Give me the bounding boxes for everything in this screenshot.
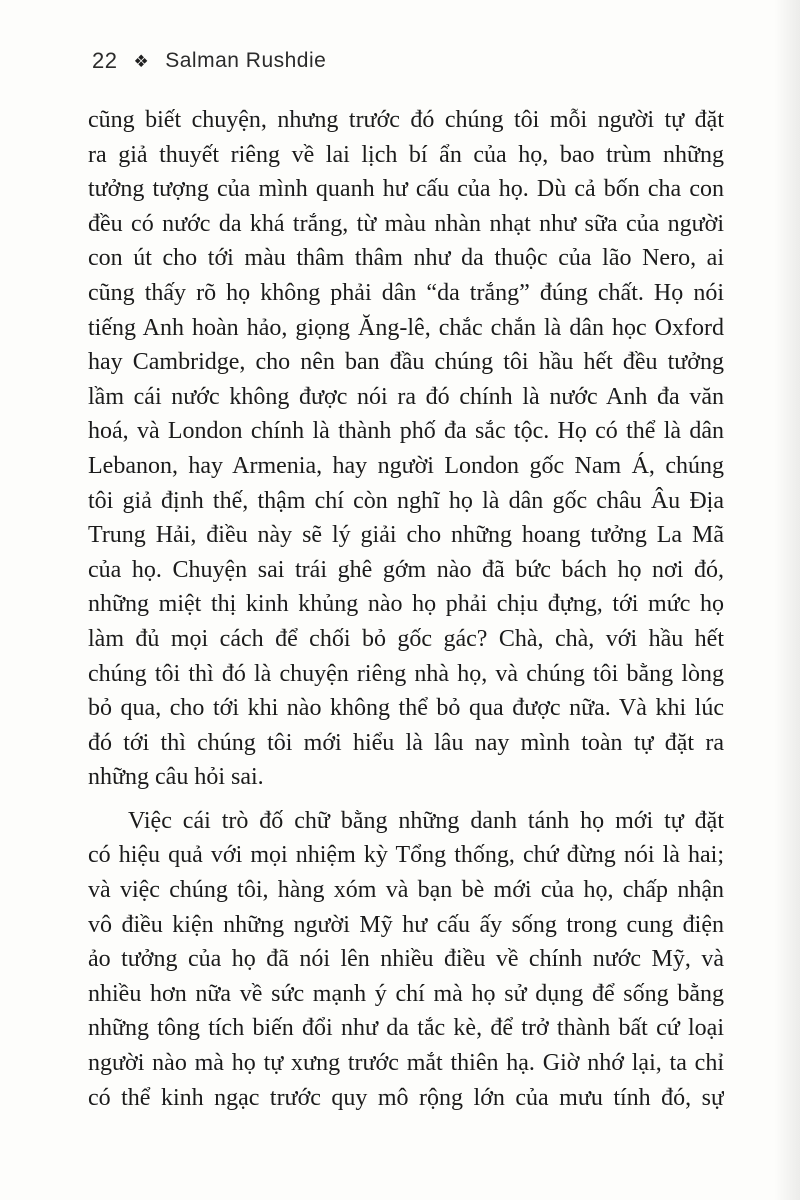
text-line: ảo tưởng của họ đã nói lên nhiều điều về chính nước Mỹ, và	[88, 946, 724, 973]
page-number: 22	[92, 48, 118, 73]
text-line: bỏ qua, cho tới khi nào không thể bỏ qua được nữa. Và khi lúc	[88, 695, 724, 722]
text-line: có hiệu quả với mọi nhiệm kỳ Tổng thống, chứ đừng nói là hai;	[88, 842, 724, 869]
text-line: những miệt thị kinh khủng nào họ phải chịu đựng, tới mức họ	[88, 591, 724, 618]
text-line: hay Cambridge, cho nên ban đầu chúng tôi hầu hết đều tưởng	[88, 349, 724, 376]
text-line: tiếng Anh hoàn hảo, giọng Ăng-lê, chắc chắn là dân học Oxford	[88, 314, 724, 341]
running-header	[92, 48, 326, 74]
text-line: những tông tích biến đổi như da tắc kè, để trở thành bất cứ loại	[88, 1015, 724, 1042]
body-text	[88, 103, 724, 1115]
text-line: chúng tôi thì đó là chuyện riêng nhà họ, và chúng tôi bằng lòng	[88, 660, 724, 687]
text-line: làm đủ mọi cách để chối bỏ gốc gác? Chà, chà, với hầu hết	[88, 625, 724, 652]
text-line: những câu hỏi sai.	[88, 764, 264, 791]
text-line: đều có nước da khá trắng, từ màu nhàn nhạt như sữa của người	[88, 210, 724, 237]
text-line: lầm cái nước không được nói ra đó chính là nước Anh đa văn	[88, 383, 724, 410]
running-header-author: Salman Rushdie	[165, 49, 327, 72]
text-line: vô điều kiện những người Mỹ hư cấu ấy sống trong cung điện	[88, 911, 724, 938]
page-edge-shadow	[774, 0, 800, 1200]
text-line: con út cho tới màu thâm thâm như da thuộc của lão Nero, ai	[88, 245, 724, 272]
text-line: có thể kinh ngạc trước quy mô rộng lớn của mưu tính đó, sự	[88, 1084, 724, 1111]
text-line: cũng biết chuyện, nhưng trước đó chúng tôi mỗi người tự đặt	[88, 107, 724, 133]
text-line: Trung Hải, điều này sẽ lý giải cho những hoang tưởng La Mã	[88, 522, 724, 549]
text-line: Việc cái trò đố chữ bằng những danh tánh họ mới tự đặt	[128, 807, 724, 834]
text-line: người nào mà họ tự xưng trước mắt thiên hạ. Giờ nhớ lại, ta chỉ	[88, 1050, 724, 1077]
text-line: ra giả thuyết riêng về lai lịch bí ẩn của họ, bao trùm những	[88, 141, 724, 168]
text-line: tôi giả định thế, thậm chí còn nghĩ họ là dân gốc châu Âu Địa	[88, 487, 724, 514]
text-line: Lebanon, hay Armenia, hay người London gốc Nam Á, chúng	[88, 452, 724, 479]
text-line: cũng thấy rõ họ không phải dân “da trắng” đúng chất. Họ nói	[88, 279, 724, 306]
paragraph-2	[88, 804, 724, 1115]
text-line: nhiều hơn nữa về sức mạnh ý chí mà họ sử dụng để sống bằng	[88, 980, 724, 1007]
diamond-ornament-icon: ❖	[133, 52, 150, 71]
text-line: đó tới thì chúng tôi mới hiểu là lâu nay mình toàn tự đặt ra	[88, 729, 724, 756]
text-line: hoá, và London chính là thành phố đa sắc tộc. Họ có thể là dân	[88, 418, 724, 445]
text-line: và việc chúng tôi, hàng xóm và bạn bè mới của họ, chấp nhận	[88, 877, 724, 904]
text-line: của họ. Chuyện sai trái ghê gớm nào đã bức bách họ nơi đó,	[88, 556, 724, 583]
text-line: tưởng tượng của mình quanh hư cấu của họ. Dù cả bốn cha con	[88, 176, 724, 203]
paragraph-1	[88, 103, 724, 795]
